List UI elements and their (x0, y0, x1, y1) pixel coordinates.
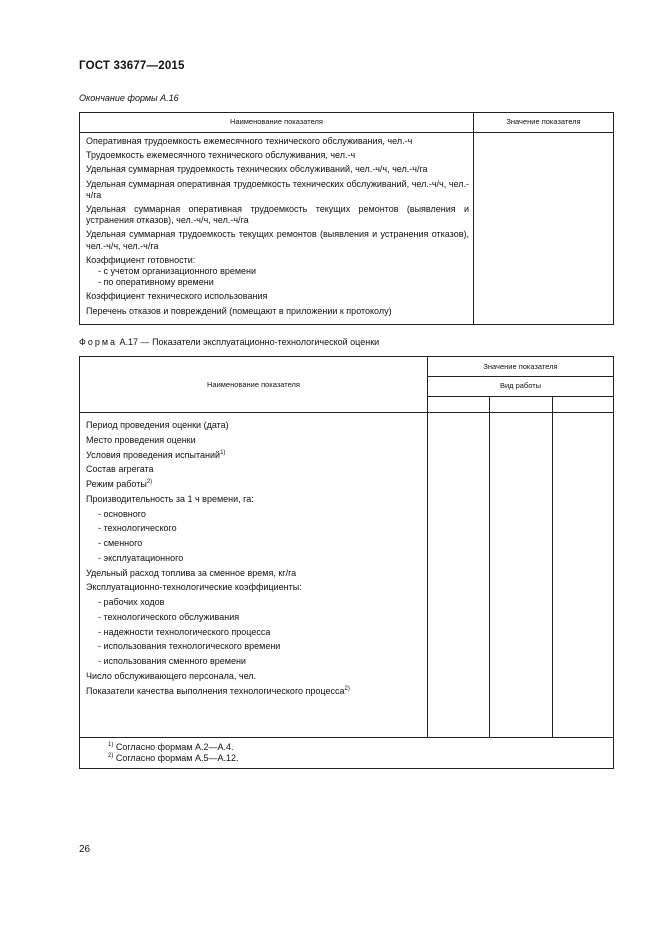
page-number: 26 (79, 844, 91, 855)
table-row: - с учетом организационного времени (98, 266, 257, 277)
table-row-group (86, 255, 469, 289)
footnote-mark: 1) (108, 742, 114, 748)
table-row (86, 477, 424, 492)
table2-divider (427, 396, 613, 397)
table2-caption (79, 337, 379, 347)
table1-column-divider (473, 113, 474, 324)
table-row: Место проведения оценки (86, 434, 196, 445)
footnote (108, 742, 239, 753)
table-row: - рабочих ходов (98, 597, 165, 607)
table-row-text: Условия проведения испытаний (86, 449, 221, 460)
table1-col-name-header: Наименование показателя (230, 117, 323, 126)
table2-col-work-header: Вид работы (499, 381, 542, 390)
table-row (86, 684, 424, 699)
table-row-text: Режим работы (86, 479, 147, 489)
table2-rows (86, 418, 424, 698)
table-row: Коэффициент технического использования (86, 291, 268, 302)
footnote-ref: 2) (344, 685, 350, 692)
table2-col-name-header: Наименование показателя (207, 380, 300, 389)
footnote-mark: 2) (108, 753, 114, 759)
footnote (108, 753, 239, 764)
table-row: Трудоемкость ежемесячного технического обслуживания, чел.-ч (86, 150, 356, 161)
table-form-a17 (79, 356, 614, 769)
table-row: - основного (98, 508, 146, 519)
table-row: - использования технологического времени (98, 641, 281, 652)
table-row: - по оперативному времени (98, 277, 214, 288)
table2-divider (427, 357, 428, 737)
table-row: Удельная суммарная оперативная трудоемкость текущих ремонтов (выявления и устранения отказов), чел.-ч/ч, чел.-ч/га (86, 204, 469, 226)
table-row: Период проведения оценки (дата) (86, 420, 229, 430)
table-row: Состав агрегата (86, 464, 154, 475)
document-header: ГОСТ 33677—2015 (79, 60, 185, 72)
table2-divider (552, 396, 553, 737)
footnote-ref: 2) (146, 479, 153, 485)
table-row: - технологического обслуживания (98, 611, 240, 622)
table-row: - технологического (98, 523, 177, 534)
table-row: - сменного (98, 538, 143, 548)
footnote-text: Согласно формам А.5—А.12. (113, 753, 239, 763)
table-row: - использования сменного времени (98, 656, 246, 666)
table-row: Эксплуатационно-технологические коэффициенты: (86, 582, 302, 593)
table-row-text: Показатели качества выполнения технологического процесса (86, 685, 345, 696)
footnote-text: Согласно формам А.2—А.4. (113, 742, 234, 752)
table-row: Коэффициент готовности: (86, 254, 196, 265)
table1-caption: Окончание формы А.16 (79, 93, 179, 103)
table-row: Удельный расход топлива за сменное время, кг/га (86, 567, 297, 578)
table2-divider (489, 396, 490, 737)
table-form-a16-end (79, 112, 614, 325)
table-row: Число обслуживающего персонала, чел. (86, 670, 257, 681)
table-row: Перечень отказов и повреждений (помещают в приложении к протоколу) (86, 305, 392, 316)
table2-divider (80, 412, 613, 413)
table-row: - надежности технологического процесса (98, 626, 271, 637)
table2-divider (80, 737, 613, 738)
table2-caption-word: Форма (79, 337, 118, 347)
table2-caption-title: А.17 — Показатели эксплуатационно-технологической оценки (117, 337, 380, 347)
table-row: Производительность за 1 ч времени, га: (86, 493, 254, 504)
table-row (86, 448, 424, 463)
table-row: Удельная суммарная трудоемкость текущих ремонтов (выявления и устранения отказов), чел.-ч/ч, чел.-ч/га (86, 229, 469, 251)
table1-col-value-header: Значение показателя (506, 117, 581, 126)
table-row: Удельная суммарная оперативная трудоемкость технических обслуживаний, чел.-ч/ч, чел.-ч/га (86, 178, 469, 200)
table2-footnotes (108, 742, 239, 764)
table2-divider (427, 376, 613, 377)
table1-rows (86, 136, 469, 320)
table2-col-value-header: Значение показателя (483, 362, 558, 371)
footnote-ref: 1) (220, 449, 226, 456)
table-row: Удельная суммарная трудоемкость технических обслуживаний, чел.-ч/ч, чел.-ч/га (86, 164, 428, 175)
table-row: - эксплуатационного (98, 552, 184, 563)
table-row: Оперативная трудоемкость ежемесячного технического обслуживания, чел.-ч (86, 136, 413, 146)
